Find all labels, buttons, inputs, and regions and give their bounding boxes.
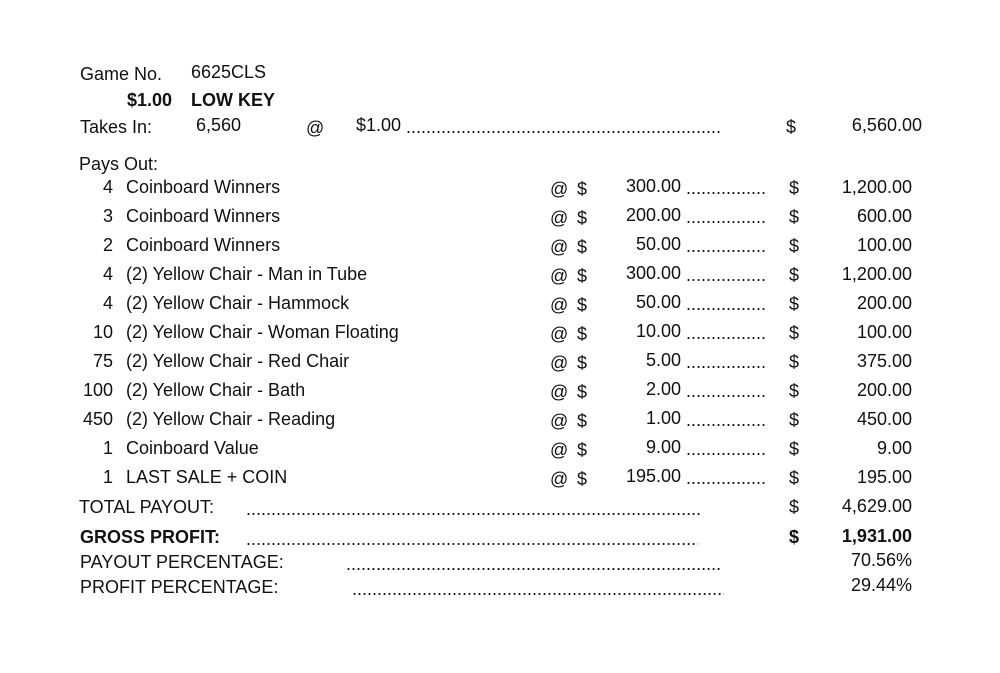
payout-at: @ bbox=[550, 411, 569, 431]
payout-description: (2) Yellow Chair - Woman Floating bbox=[126, 322, 399, 342]
payout-row bbox=[0, 234, 1000, 263]
payout-price: 1.00 bbox=[645, 408, 681, 428]
payout-price: 300.00 bbox=[625, 176, 681, 196]
payout-total: 200.00 bbox=[856, 380, 912, 400]
payout-price: 300.00 bbox=[625, 263, 681, 283]
payout-total-dollar: $ bbox=[789, 207, 800, 227]
payout-description: (2) Yellow Chair - Bath bbox=[126, 380, 306, 400]
payout-price: 5.00 bbox=[645, 350, 681, 370]
payout-leader-dots bbox=[686, 351, 766, 373]
payout-description: Coinboard Value bbox=[126, 438, 259, 458]
payout-price-dollar: $ bbox=[577, 266, 588, 286]
payout-price-dollar: $ bbox=[577, 237, 588, 257]
payout-price: 10.00 bbox=[635, 321, 681, 341]
payout-qty: 3 bbox=[102, 206, 113, 226]
total-payout-leader-dots bbox=[246, 498, 702, 520]
payout-qty: 2 bbox=[102, 235, 113, 255]
payout-at: @ bbox=[550, 469, 569, 489]
payout-qty: 75 bbox=[92, 351, 113, 371]
payout-description: Coinboard Winners bbox=[126, 177, 281, 197]
payout-qty: 10 bbox=[92, 322, 113, 342]
payout-total: 600.00 bbox=[856, 206, 912, 226]
payout-price-dollar: $ bbox=[577, 208, 588, 228]
payout-leader-dots bbox=[686, 177, 766, 199]
gross-profit-value: 1,931.00 bbox=[841, 526, 912, 546]
payout-price: 50.00 bbox=[635, 234, 681, 254]
payout-total: 195.00 bbox=[856, 467, 912, 487]
payout-description: Coinboard Winners bbox=[126, 206, 281, 226]
payout-leader-dots bbox=[686, 264, 766, 286]
takes-in-label: Takes In: bbox=[80, 117, 153, 137]
payout-total: 450.00 bbox=[856, 409, 912, 429]
payout-total-dollar: $ bbox=[789, 265, 800, 285]
payout-price: 2.00 bbox=[645, 379, 681, 399]
payout-description: (2) Yellow Chair - Hammock bbox=[126, 293, 350, 313]
payout-qty: 100 bbox=[82, 380, 113, 400]
payout-price: 195.00 bbox=[625, 466, 681, 486]
payout-price: 200.00 bbox=[625, 205, 681, 225]
payout-leader-dots bbox=[686, 409, 766, 431]
payout-row bbox=[0, 466, 1000, 495]
payout-total-dollar: $ bbox=[789, 468, 800, 488]
payout-row bbox=[0, 263, 1000, 292]
payout-row bbox=[0, 350, 1000, 379]
payout-qty: 1 bbox=[102, 438, 113, 458]
payout-total-dollar: $ bbox=[789, 410, 800, 430]
payout-leader-dots bbox=[686, 235, 766, 257]
payout-qty: 450 bbox=[82, 409, 113, 429]
payout-total-dollar: $ bbox=[789, 381, 800, 401]
payout-at: @ bbox=[550, 237, 569, 257]
payout-leader-dots bbox=[686, 438, 766, 460]
payout-leader-dots bbox=[686, 467, 766, 489]
payout-at: @ bbox=[550, 382, 569, 402]
payout-price-dollar: $ bbox=[577, 469, 588, 489]
payout-percentage-label: PAYOUT PERCENTAGE: bbox=[80, 552, 284, 572]
payout-at: @ bbox=[550, 353, 569, 373]
payout-total: 100.00 bbox=[856, 322, 912, 342]
payout-leader-dots bbox=[686, 293, 766, 315]
payout-row bbox=[0, 321, 1000, 350]
payout-total: 100.00 bbox=[856, 235, 912, 255]
payout-price-dollar: $ bbox=[577, 411, 588, 431]
payout-price-dollar: $ bbox=[577, 295, 588, 315]
payout-total-dollar: $ bbox=[789, 439, 800, 459]
takes-in-price: $1.00 bbox=[356, 115, 402, 135]
game-no-label: Game No. bbox=[80, 64, 163, 84]
payout-qty: 1 bbox=[102, 467, 113, 487]
payout-total-dollar: $ bbox=[789, 323, 800, 343]
gross-profit-label: GROSS PROFIT: bbox=[80, 527, 221, 547]
payout-total: 375.00 bbox=[856, 351, 912, 371]
payout-description: (2) Yellow Chair - Red Chair bbox=[126, 351, 350, 371]
payout-qty: 4 bbox=[102, 264, 113, 284]
payout-at: @ bbox=[550, 179, 569, 199]
payout-row bbox=[0, 176, 1000, 205]
payout-at: @ bbox=[550, 440, 569, 460]
payout-price-dollar: $ bbox=[577, 440, 588, 460]
total-payout-value: 4,629.00 bbox=[841, 496, 912, 516]
payout-leader-dots bbox=[686, 380, 766, 402]
payout-price-dollar: $ bbox=[577, 324, 588, 344]
game-name: LOW KEY bbox=[191, 90, 275, 110]
payout-qty: 4 bbox=[102, 293, 113, 313]
game-no-value: 6625CLS bbox=[191, 62, 267, 82]
payout-total: 1,200.00 bbox=[841, 264, 912, 284]
takes-in-at: @ bbox=[306, 118, 325, 138]
takes-in-leader-dots bbox=[406, 116, 720, 138]
takes-in-count: 6,560 bbox=[196, 115, 242, 135]
payout-total: 1,200.00 bbox=[841, 177, 912, 197]
payout-price-dollar: $ bbox=[577, 179, 588, 199]
payout-at: @ bbox=[550, 295, 569, 315]
profit-percentage-label: PROFIT PERCENTAGE: bbox=[80, 577, 279, 597]
gross-profit-dollar: $ bbox=[789, 527, 800, 547]
payout-leader-dots bbox=[686, 206, 766, 228]
payout-row bbox=[0, 205, 1000, 234]
payout-qty: 4 bbox=[102, 177, 113, 197]
profit-percentage-value: 29.44% bbox=[850, 575, 912, 595]
payout-row bbox=[0, 437, 1000, 466]
payout-total-dollar: $ bbox=[789, 178, 800, 198]
payout-price: 9.00 bbox=[645, 437, 681, 457]
payout-row bbox=[0, 292, 1000, 321]
payout-row bbox=[0, 408, 1000, 437]
payout-description: (2) Yellow Chair - Reading bbox=[126, 409, 336, 429]
game-price: $1.00 bbox=[126, 90, 172, 110]
payout-total-dollar: $ bbox=[789, 294, 800, 314]
payout-description: LAST SALE + COIN bbox=[126, 467, 288, 487]
gross-profit-leader-dots bbox=[246, 528, 698, 550]
pays-out-label-text: Pays Out: bbox=[79, 154, 159, 174]
total-payout-label: TOTAL PAYOUT: bbox=[79, 497, 215, 517]
payout-total: 200.00 bbox=[856, 293, 912, 313]
payout-price-dollar: $ bbox=[577, 353, 588, 373]
payout-at: @ bbox=[550, 324, 569, 344]
payout-at: @ bbox=[550, 208, 569, 228]
takes-in-dollar: $ bbox=[786, 117, 797, 137]
payout-price-dollar: $ bbox=[577, 382, 588, 402]
takes-in-total: 6,560.00 bbox=[851, 115, 922, 135]
profit-percentage-leader-dots bbox=[352, 578, 724, 600]
payout-total-dollar: $ bbox=[789, 236, 800, 256]
payout-at: @ bbox=[550, 266, 569, 286]
payout-percentage-leader-dots bbox=[346, 553, 720, 575]
payout-percentage-value: 70.56% bbox=[850, 550, 912, 570]
payout-total: 9.00 bbox=[876, 438, 912, 458]
payout-description: Coinboard Winners bbox=[126, 235, 281, 255]
payout-price: 50.00 bbox=[635, 292, 681, 312]
payout-description: (2) Yellow Chair - Man in Tube bbox=[126, 264, 368, 284]
payout-total-dollar: $ bbox=[789, 352, 800, 372]
total-payout-dollar: $ bbox=[789, 497, 800, 517]
payout-leader-dots bbox=[686, 322, 766, 344]
payout-row bbox=[0, 379, 1000, 408]
